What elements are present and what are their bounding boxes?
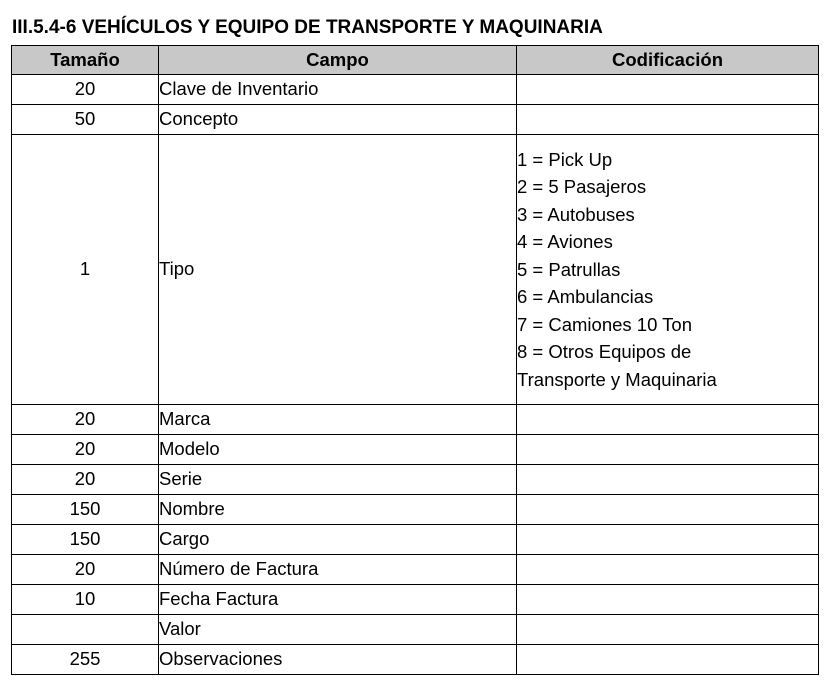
coding-item: 2 = 5 Pasajeros: [517, 176, 647, 198]
table-row: [12, 75, 819, 105]
table-row: [12, 525, 819, 555]
cell-coding: [517, 525, 819, 555]
cell-coding: [517, 495, 819, 525]
cell-coding-list: [517, 135, 819, 405]
cell-size: 1: [12, 135, 159, 405]
table-row: [12, 435, 819, 465]
coding-item: 6 = Ambulancias: [517, 286, 654, 308]
cell-coding: [517, 105, 819, 135]
coding-item: 3 = Autobuses: [517, 203, 635, 225]
cell-field: Número de Factura: [159, 555, 517, 585]
cell-size: 20: [12, 465, 159, 495]
table-row: [12, 105, 819, 135]
cell-field: Valor: [159, 615, 517, 645]
section-title: III.5.4-6 VEHÍCULOS Y EQUIPO DE TRANSPORTE Y MAQUINARIA: [12, 17, 603, 38]
coding-item: Transporte y Maquinaria: [517, 368, 717, 390]
cell-size: 50: [12, 105, 159, 135]
cell-field: Observaciones: [159, 645, 517, 675]
table-row: [12, 465, 819, 495]
cell-size: 20: [12, 555, 159, 585]
cell-coding: [517, 555, 819, 585]
cell-field: Modelo: [159, 435, 517, 465]
coding-item: 4 = Aviones: [517, 231, 613, 253]
header-size: Tamaño: [12, 46, 159, 75]
table-row: [12, 585, 819, 615]
coding-item: 5 = Patrullas: [517, 258, 621, 280]
field-table: [11, 45, 819, 675]
cell-coding: [517, 615, 819, 645]
cell-field: Marca: [159, 405, 517, 435]
cell-size: 20: [12, 75, 159, 105]
coding-item: 7 = Camiones 10 Ton: [517, 313, 693, 335]
table-row: [12, 405, 819, 435]
table-row: [12, 645, 819, 675]
cell-coding: [517, 405, 819, 435]
cell-size: 150: [12, 525, 159, 555]
cell-size: 20: [12, 435, 159, 465]
table-header-row: [12, 46, 819, 75]
table-row: [12, 495, 819, 525]
table-row: [12, 555, 819, 585]
coding-list: [517, 146, 818, 394]
cell-size: 20: [12, 405, 159, 435]
cell-coding: [517, 435, 819, 465]
cell-field: Clave de Inventario: [159, 75, 517, 105]
cell-coding: [517, 75, 819, 105]
coding-item: 1 = Pick Up: [517, 148, 613, 170]
cell-coding: [517, 645, 819, 675]
cell-field: Tipo: [159, 135, 517, 405]
cell-field: Serie: [159, 465, 517, 495]
header-coding: Codificación: [517, 46, 819, 75]
cell-size: 150: [12, 495, 159, 525]
cell-size: [12, 615, 159, 645]
coding-item: 8 = Otros Equipos de: [517, 341, 692, 363]
cell-size: 255: [12, 645, 159, 675]
cell-field: Cargo: [159, 525, 517, 555]
cell-field: Fecha Factura: [159, 585, 517, 615]
cell-coding: [517, 465, 819, 495]
table-row: [12, 615, 819, 645]
cell-field: Nombre: [159, 495, 517, 525]
cell-field: Concepto: [159, 105, 517, 135]
table-row: [12, 135, 819, 405]
cell-coding: [517, 585, 819, 615]
cell-size: 10: [12, 585, 159, 615]
header-field: Campo: [159, 46, 517, 75]
